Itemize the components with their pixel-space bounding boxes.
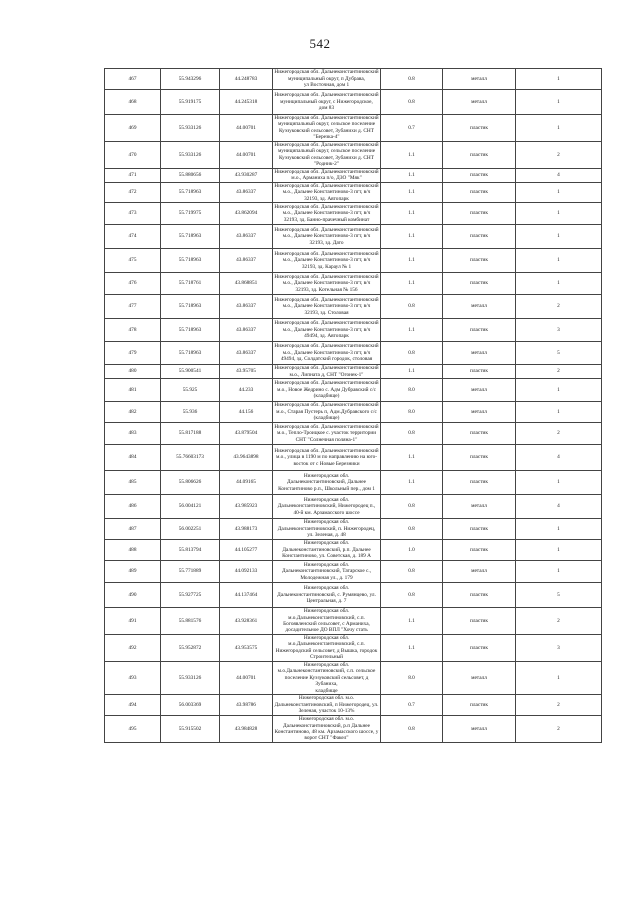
table-row (105, 444, 602, 470)
table-row (105, 182, 602, 202)
area-cell: 0.8 (381, 422, 443, 444)
latitude-cell: 55.881576 (161, 607, 220, 634)
count-cell: 1 (516, 470, 602, 494)
row-number-cell: 491 (105, 607, 161, 634)
address-cell: Нижегородская обл. Дальнеконстантиновский, р.п. Дальнее Константиново, ул. Советская, д. 189 А (273, 539, 381, 560)
table-row (105, 695, 602, 716)
count-cell: 1 (516, 182, 602, 202)
row-number-cell: 469 (105, 115, 161, 142)
count-cell: 3 (516, 319, 602, 342)
latitude-cell: 55.927725 (161, 582, 220, 607)
latitude-cell: 55.915502 (161, 716, 220, 743)
longitude-cell: 43.930287 (220, 168, 273, 182)
longitude-cell: 43.86337 (220, 249, 273, 273)
area-cell: 0.8 (381, 582, 443, 607)
table-row (105, 273, 602, 295)
address-cell: Нижегородская обл. Дальнеконстантиновский м.о., улица в 1190 м по направлению на юго- восток от с Новые Березники (273, 444, 381, 470)
area-cell: 0.7 (381, 695, 443, 716)
area-cell: 1.1 (381, 634, 443, 661)
area-cell: 1.1 (381, 273, 443, 295)
table-row (105, 319, 602, 342)
table-row (105, 716, 602, 743)
table-row (105, 69, 602, 90)
count-cell: 1 (516, 69, 602, 90)
longitude-cell: 44.248783 (220, 69, 273, 90)
longitude-cell: 43.86337 (220, 225, 273, 249)
count-cell: 1 (516, 539, 602, 560)
address-cell: Нижегородская обл. м.о. Дальнеконстантиновский, п Нижегородец, ул. Зеленая, участок 10-13% (273, 695, 381, 716)
row-number-cell: 487 (105, 518, 161, 539)
table-row (105, 582, 602, 607)
row-number-cell: 474 (105, 225, 161, 249)
material-cell: пластик (443, 444, 516, 470)
row-number-cell: 485 (105, 470, 161, 494)
longitude-cell: 43.95705 (220, 365, 273, 379)
longitude-cell: 44.245318 (220, 90, 273, 115)
address-cell: Нижегородская обл. Дальнеконстантиновский, Нижегородец п., 40-й км. Арзамасского шоссе (273, 494, 381, 518)
longitude-cell: 43.988173 (220, 518, 273, 539)
latitude-cell: 55.718963 (161, 295, 220, 319)
row-number-cell: 494 (105, 695, 161, 716)
count-cell: 2 (516, 716, 602, 743)
longitude-cell: 43.86337 (220, 342, 273, 365)
table-row (105, 401, 602, 422)
table-row (105, 494, 602, 518)
material-cell: пластик (443, 518, 516, 539)
area-cell: 1.1 (381, 141, 443, 168)
count-cell: 2 (516, 422, 602, 444)
address-cell: Нижегородская обл. Дальнеконстантиновский м.о., Дальнее Константиново-3 пгт, в/ч 49494, зд. Автопарк (273, 319, 381, 342)
row-number-cell: 483 (105, 422, 161, 444)
area-cell: 1.1 (381, 225, 443, 249)
area-cell: 0.8 (381, 494, 443, 518)
row-number-cell: 488 (105, 539, 161, 560)
material-cell: металл (443, 401, 516, 422)
area-cell: 0.8 (381, 90, 443, 115)
table-row (105, 607, 602, 634)
count-cell: 5 (516, 582, 602, 607)
longitude-cell: 43.862094 (220, 203, 273, 225)
address-cell: Нижегородская обл. Дальнеконстантиновский, Дальнее Константиново р.п., Школьный пер., дом 1 (273, 470, 381, 494)
material-cell: металл (443, 342, 516, 365)
table-row (105, 422, 602, 444)
material-cell: металл (443, 90, 516, 115)
material-cell: металл (443, 661, 516, 694)
material-cell: пластик (443, 539, 516, 560)
count-cell: 4 (516, 168, 602, 182)
address-cell: Нижегородская обл. м.о.Дальнеконстантиновский, с.п. Нижегородский сельсовет, д Вышка, городок Строительный (273, 634, 381, 661)
area-cell: 8.0 (381, 378, 443, 401)
latitude-cell: 56.002251 (161, 518, 220, 539)
latitude-cell: 55.806626 (161, 470, 220, 494)
address-cell: Нижегородская обл. Дальнеконстантиновский м.о., Арманиха п/о, ДЗО "Мяк" (274, 168, 379, 182)
count-cell: 1 (516, 661, 602, 694)
address-cell: Нижегородская обл. Дальнеконстантиновский м.о., Дальнее Константиново-3 пгт, в/ч 32193, зд. Караул № 1 (273, 249, 381, 273)
material-cell: пластик (443, 634, 516, 661)
row-number-cell: 480 (105, 365, 161, 379)
material-cell: металл (443, 378, 516, 401)
latitude-cell: 55.813794 (161, 539, 220, 560)
count-cell: 1 (516, 90, 602, 115)
address-cell: Нижегородская обл. Дальнеконстантиновский муниципальный округ, п Дубрава, ул Восточная, дом 1 (274, 69, 379, 89)
count-cell: 2 (516, 607, 602, 634)
count-cell: 1 (516, 115, 602, 142)
latitude-cell: 55.936 (161, 401, 220, 422)
row-number-cell: 467 (105, 69, 161, 90)
material-cell: пластик (443, 607, 516, 634)
count-cell: 2 (516, 141, 602, 168)
latitude-cell: 55.718963 (161, 249, 220, 273)
row-number-cell: 479 (105, 342, 161, 365)
material-cell: металл (443, 716, 516, 743)
longitude-cell: 43.928361 (220, 607, 273, 634)
table-row (105, 518, 602, 539)
material-cell: металл (443, 69, 516, 90)
area-cell: 1.1 (381, 249, 443, 273)
address-cell: Нижегородская обл. Дальнеконстантиновский м.о., Дальнее Константиново-3 пгт, в/ч 32193, зд. Дато (273, 225, 381, 249)
table-row (105, 168, 602, 182)
table-row (105, 470, 602, 494)
latitude-cell: 55.718963 (161, 182, 220, 202)
latitude-cell: 56.003369 (161, 695, 220, 716)
table-row (105, 365, 602, 379)
row-number-cell: 468 (105, 90, 161, 115)
latitude-cell: 56.004121 (161, 494, 220, 518)
row-number-cell: 478 (105, 319, 161, 342)
row-number-cell: 484 (105, 444, 161, 470)
address-cell: Нижегородская обл. Дальнеконстантиновский, с. Румянцево, ул. Центральная, д. 7 (273, 582, 381, 607)
row-number-cell: 493 (105, 661, 161, 694)
area-cell: 0.8 (381, 518, 443, 539)
material-cell: пластик (443, 115, 516, 142)
latitude-cell: 55.718963 (161, 225, 220, 249)
material-cell: пластик (443, 203, 516, 225)
material-cell: пластик (443, 141, 516, 168)
material-cell: пластик (443, 582, 516, 607)
page-number: 542 (309, 36, 331, 51)
material-cell: металл (443, 494, 516, 518)
table-row (105, 342, 602, 365)
material-cell: пластик (443, 365, 516, 379)
longitude-cell: 44.00701 (220, 115, 273, 142)
material-cell: пластик (443, 695, 516, 716)
row-number-cell: 481 (105, 378, 161, 401)
latitude-cell: 55.925 (161, 378, 220, 401)
count-cell: 2 (516, 365, 602, 379)
address-cell: Нижегородская обл. Дальнеконстантиновский муниципальный округ, сельское поселение Куэзуковский сельсовет, Зубанихи д. СНТ "Березка-4" (274, 115, 379, 141)
address-cell: Нижегородская обл. Дальнеконстантиновский м.о., Старая Пустерь п, Адм.Дубравского с/с (кладбище) (274, 402, 379, 422)
area-cell: 8.0 (381, 661, 443, 694)
count-cell: 1 (516, 249, 602, 273)
area-cell: 1.1 (381, 470, 443, 494)
address-cell: Нижегородская обл. Дальнеконстантиновский, Татарское с., Молодежная ул., д. 179 (273, 560, 381, 582)
address-cell: Нижегородская обл. м.о. Дальнеконстантиновский, р.п Дальнее Константиново, 48 км. Арзамасского шоссе, у ворот СНТ "Факел" (273, 716, 381, 743)
address-cell: Нижегородская обл. Дальнеконстантиновский м.о., Дальнее Константиново-3 пгт, в/ч 49494, зд. Солдатский городок, столовая (273, 342, 381, 365)
address-cell: Нижегородская обл. Дальнеконстантиновский м.о., Новое Жедрино с. Адм Дубравский с/с (кладбище) (273, 378, 381, 401)
longitude-cell: 44.092133 (220, 560, 273, 582)
area-cell: 0.8 (381, 342, 443, 365)
longitude-cell: 43.879504 (220, 422, 273, 444)
longitude-cell: 43.98786 (220, 695, 273, 716)
count-cell: 5 (516, 342, 602, 365)
area-cell: 8.0 (381, 401, 443, 422)
count-cell: 2 (516, 695, 602, 716)
address-cell: Нижегородская обл. Дальнеконстантиновский м.о., Дальнее Константиново-3 пгт, в/ч 32193, зд. Банно-прачечный комбинат (274, 203, 379, 223)
latitude-cell: 55.880656 (161, 168, 220, 182)
area-cell: 0.8 (381, 716, 443, 743)
count-cell: 2 (516, 295, 602, 319)
area-cell: 1.1 (381, 607, 443, 634)
count-cell: 1 (516, 273, 602, 295)
latitude-cell: 55.718761 (161, 273, 220, 295)
latitude-cell: 55.900541 (161, 365, 220, 379)
row-number-cell: 482 (105, 401, 161, 422)
latitude-cell: 55.933126 (161, 141, 220, 168)
row-number-cell: 471 (105, 168, 161, 182)
table-row (105, 378, 602, 401)
latitude-cell: 55.919175 (161, 90, 220, 115)
longitude-cell: 43.868851 (220, 273, 273, 295)
area-cell: 1.1 (381, 182, 443, 202)
address-cell: Нижегородская обл. Дальнеконстантиновский м.о., Дальнее Константиново-3 пгт, в/ч 32193, зд. Автопарк (274, 182, 379, 202)
longitude-cell: 44.233 (220, 378, 273, 401)
area-cell: 1.0 (381, 539, 443, 560)
material-cell: пластик (443, 168, 516, 182)
table-row (105, 539, 602, 560)
longitude-cell: 44.09165 (220, 470, 273, 494)
latitude-cell: 55.76603173 (161, 444, 220, 470)
table-row (105, 249, 602, 273)
material-cell: пластик (443, 319, 516, 342)
latitude-cell: 55.719975 (161, 203, 220, 225)
table-row (105, 203, 602, 225)
material-cell: пластик (443, 182, 516, 202)
longitude-cell: 44.156 (220, 401, 273, 422)
row-number-cell: 477 (105, 295, 161, 319)
count-cell: 4 (516, 494, 602, 518)
longitude-cell: 43.9643898 (220, 444, 273, 470)
count-cell: 4 (516, 444, 602, 470)
material-cell: металл (443, 295, 516, 319)
count-cell: 1 (516, 225, 602, 249)
count-cell: 1 (516, 560, 602, 582)
area-cell: 0.8 (381, 69, 443, 90)
address-cell: Нижегородская обл. м.о.Дальнеконстантиновский, с.п. Богоявленский сельсовет, с Арманиха, досадительное ДО ВПЛ "Хочу стать (273, 607, 381, 634)
longitude-cell: 43.985923 (220, 494, 273, 518)
latitude-cell: 55.952872 (161, 634, 220, 661)
material-cell: пластик (443, 273, 516, 295)
row-number-cell: 489 (105, 560, 161, 582)
longitude-cell: 43.86337 (220, 182, 273, 202)
area-cell: 1.1 (381, 168, 443, 182)
table-row (105, 90, 602, 115)
longitude-cell: 43.86337 (220, 295, 273, 319)
row-number-cell: 486 (105, 494, 161, 518)
longitude-cell: 44.137464 (220, 582, 273, 607)
area-cell: 1.1 (381, 365, 443, 379)
row-number-cell: 495 (105, 716, 161, 743)
material-cell: пластик (443, 422, 516, 444)
longitude-cell: 44.105277 (220, 539, 273, 560)
address-cell: Нижегородская обл. Дальнеконстантиновский м.о., Липната д, СНТ "Огонек-1" (274, 365, 379, 378)
latitude-cell: 55.817188 (161, 422, 220, 444)
longitude-cell: 43.953575 (220, 634, 273, 661)
area-cell: 0.8 (381, 295, 443, 319)
row-number-cell: 476 (105, 273, 161, 295)
latitude-cell: 55.943296 (161, 69, 220, 90)
row-number-cell: 470 (105, 141, 161, 168)
latitude-cell: 55.933126 (161, 115, 220, 142)
area-cell: 0.8 (381, 560, 443, 582)
address-cell: Нижегородская обл. Дальнеконстантиновский м.о., Дальнее Константиново-3 пгт, в/ч 32193, зд. Столовая (273, 295, 381, 319)
table-row (105, 141, 602, 168)
table-row (105, 115, 602, 142)
count-cell: 1 (516, 203, 602, 225)
table-row (105, 225, 602, 249)
row-number-cell: 472 (105, 182, 161, 202)
latitude-cell: 55.718963 (161, 319, 220, 342)
count-cell: 1 (516, 518, 602, 539)
longitude-cell: 44.00701 (220, 141, 273, 168)
latitude-cell: 55.933126 (161, 661, 220, 694)
row-number-cell: 473 (105, 203, 161, 225)
area-cell: 1.1 (381, 444, 443, 470)
latitude-cell: 55.718963 (161, 342, 220, 365)
area-cell: 0.7 (381, 115, 443, 142)
row-number-cell: 490 (105, 582, 161, 607)
address-cell: Нижегородская обл. Дальнеконстантиновский м.о., Тепло-Троицкое с. участок территории СНТ "Солнечная поляна-1" (274, 423, 379, 443)
address-cell: Нижегородская обл. Дальнеконстантиновский, п. Нижегородец, ул. Зеленая, д. 48 (273, 518, 381, 539)
longitude-cell: 43.984828 (220, 716, 273, 743)
table-row (105, 560, 602, 582)
material-cell: пластик (443, 225, 516, 249)
longitude-cell: 44.00701 (220, 661, 273, 694)
material-cell: пластик (443, 470, 516, 494)
table-row (105, 634, 602, 661)
table-row (105, 661, 602, 694)
longitude-cell: 43.86337 (220, 319, 273, 342)
address-cell: Нижегородская обл. Дальнеконстантиновский муниципальный округ, сельское поселение Куэзуковский сельсовет, Зубанихи д. СНТ "Родник-2" (274, 141, 379, 168)
address-cell: Нижегородская обл. Дальнеконстантиновский м.о., Дальнее Константиново-3 пгт, в/ч 32193, зд. Котельная № 156 (274, 273, 379, 293)
address-cell: Нижегородская обл. м.о.Дальнеконстантиновский, с.п. сельское поселение Куэзуковский сельсовет, д Зубаниха, кладбище (273, 661, 381, 694)
material-cell: пластик (443, 249, 516, 273)
latitude-cell: 55.771889 (161, 560, 220, 582)
count-cell: 1 (516, 401, 602, 422)
area-cell: 1.1 (381, 319, 443, 342)
container-sites-table (104, 68, 602, 743)
address-cell: Нижегородская обл. Дальнеконстантиновский муниципальный округ, с Нижегородское, дом 83 (273, 90, 381, 115)
material-cell: металл (443, 560, 516, 582)
row-number-cell: 475 (105, 249, 161, 273)
count-cell: 1 (516, 378, 602, 401)
table-row (105, 295, 602, 319)
count-cell: 3 (516, 634, 602, 661)
row-number-cell: 492 (105, 634, 161, 661)
area-cell: 1.1 (381, 203, 443, 225)
